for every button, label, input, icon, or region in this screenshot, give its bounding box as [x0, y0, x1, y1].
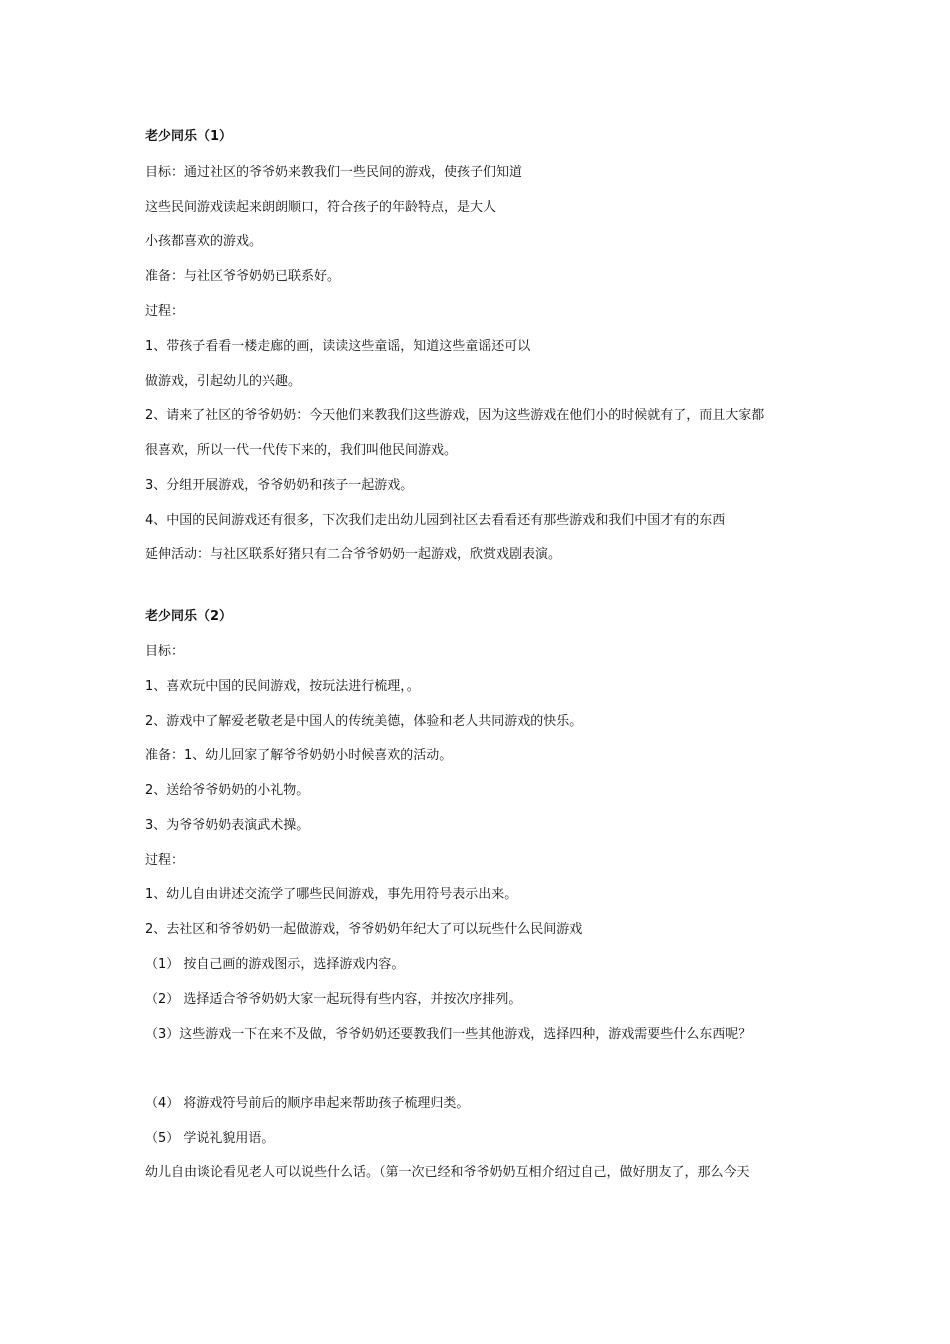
- section-1-line: 很喜欢，所以一代一代传下来的，我们叫他民间游戏。: [145, 443, 458, 458]
- section-2-line: （4） 将游戏符号前后的顺序串起来帮助孩子梳理归类。: [145, 1096, 470, 1111]
- section-2-line: 2、送给爷爷奶奶的小礼物。: [145, 783, 310, 798]
- section-2-line: 1、幼儿自由讲述交流学了哪些民间游戏，事先用符号表示出来。: [145, 887, 518, 902]
- section-1-line: 目标：通过社区的爷爷奶来教我们一些民间的游戏，使孩子们知道: [145, 165, 523, 180]
- section-1-line: 延伸活动：与社区联系好猪只有二合爷爷奶奶一起游戏，欣赏戏剧表演。: [145, 547, 562, 562]
- section-2-line: 3、为爷爷奶奶表演武术操。: [145, 818, 310, 833]
- section-2-line: 2、游戏中了解爱老敬老是中国人的传统美德，体验和老人共同游戏的快乐。: [145, 714, 583, 729]
- section-1-line: 做游戏，引起幼儿的兴趣。: [145, 374, 302, 389]
- section-1-line: 准备：与社区爷爷奶奶已联系好。: [145, 269, 341, 284]
- section-2-line: 2、去社区和爷爷奶奶一起做游戏，爷爷奶奶年纪大了可以玩些什么民间游戏: [145, 922, 583, 937]
- section-1-line: 1、带孩子看看一楼走廊的画，读读这些童谣，知道这些童谣还可以: [145, 339, 531, 354]
- section-1-line: 过程：: [145, 304, 185, 319]
- section-2-line: （3）这些游戏一下在来不及做，爷爷奶奶还要教我们一些其他游戏，选择四种，游戏需要些什么东西呢？: [145, 1027, 752, 1042]
- section-1-line: 3、分组开展游戏，爷爷奶奶和孩子一起游戏。: [145, 478, 414, 493]
- section-2-heading: 老少同乐（2）: [145, 609, 233, 624]
- section-2-line: 幼儿自由谈论看见老人可以说些什么话。（第一次已经和爷爷奶奶互相介绍过自己，做好朋友了，那么今天: [145, 1165, 750, 1180]
- section-2-line: （5） 学说礼貌用语。: [145, 1131, 275, 1146]
- section-1-line: 2、请来了社区的爷爷奶奶：今天他们来教我们这些游戏，因为这些游戏在他们小的时候就有了，而且大家都: [145, 408, 765, 423]
- section-1-line: 小孩都喜欢的游戏。: [145, 234, 263, 249]
- section-2-line: 1、喜欢玩中国的民间游戏，按玩法进行梳理，。: [145, 679, 420, 694]
- section-1-line: 这些民间游戏读起来朗朗顺口，符合孩子的年龄特点，是大人: [145, 200, 497, 215]
- section-1-heading: 老少同乐（1）: [145, 129, 233, 144]
- section-2-line: 准备：1、幼儿回家了解爷爷奶奶小时候喜欢的活动。: [145, 748, 453, 763]
- section-2-line: （1） 按自己画的游戏图示，选择游戏内容。: [145, 957, 405, 972]
- section-2-line: 过程：: [145, 853, 185, 868]
- section-1-line: 4、中国的民间游戏还有很多，下次我们走出幼儿园到社区去看看还有那些游戏和我们中国才有的东西: [145, 513, 726, 528]
- section-2-line: （2） 选择适合爷爷奶奶大家一起玩得有些内容，并按次序排列。: [145, 992, 522, 1007]
- section-2-line: 目标：: [145, 644, 185, 659]
